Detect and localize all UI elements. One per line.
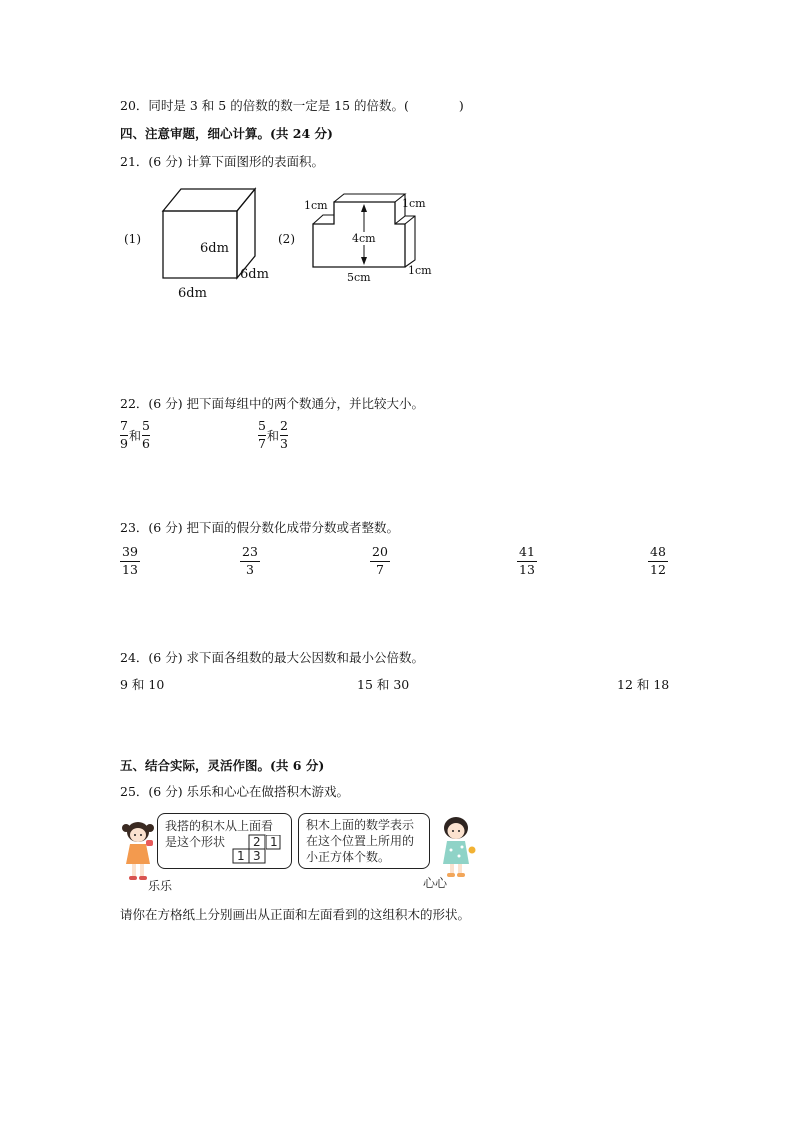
figure-2-label: (2) — [278, 232, 295, 246]
question-25-instruction: 请你在方格纸上分别画出从正面和左面看到的这组积木的形状。 — [120, 907, 471, 922]
section-4-title: 四、注意审题，细心计算。(共 24 分) — [120, 126, 333, 141]
question-25: 25．(6 分) 乐乐和心心在做搭积木游戏。 — [120, 784, 350, 799]
figure-1-label: (1) — [124, 232, 141, 246]
fraction: $\frac{5}{7}$ — [258, 418, 266, 451]
fraction: $\frac{5}{6}$ — [141, 418, 150, 451]
cube-depth-label: 6dm — [240, 267, 269, 282]
bubble-right-line-2: 在这个位置上所用的 — [306, 834, 415, 848]
bubble-left-line-2: 是这个形状 — [165, 835, 226, 849]
grid-cell-top-1: 2 — [253, 835, 261, 849]
grid-cell-bottom-1: 1 — [237, 849, 245, 863]
improper-fraction-3: 20 7 — [372, 544, 388, 577]
lele-name-label: 乐乐 — [148, 879, 173, 893]
question-21: 21．(6 分) 计算下面图形的表面积。 — [120, 154, 325, 169]
question-20: 20．同时是 3 和 5 的倍数的数一定是 15 的倍数。( ) — [120, 98, 464, 113]
number-group-2: 15 和 30 — [357, 677, 410, 692]
cube-height-label: 6dm — [200, 241, 229, 256]
improper-fraction-5: 48 12 — [650, 544, 666, 577]
bubble-right-line-3: 小正方体个数。 — [306, 850, 391, 864]
prism-right-step-label: 1cm — [402, 197, 426, 210]
lele-girl-illustration — [118, 818, 162, 886]
section-5-title: 五、结合实际，灵活作图。(共 6 分) — [120, 758, 325, 773]
question-22: 22．(6 分) 把下面每组中的两个数通分，并比较大小。 — [120, 396, 425, 411]
bubble-left-line-1: 我搭的积木从上面看 — [165, 819, 274, 833]
improper-fraction-4: 41 13 — [519, 544, 535, 577]
prism-height-label: 4cm — [352, 232, 376, 245]
prism-depth-label: 1cm — [408, 264, 432, 277]
prism-left-step-label: 1cm — [304, 199, 328, 212]
xinxin-name-label: 心心 — [423, 876, 448, 890]
bubble-right-line-1: 积木上面的数学表示 — [306, 818, 415, 832]
fraction-pair-2: $\frac{5}{7}$ 和 $\frac{2}{3}$ — [258, 418, 288, 451]
prism-width-label: 5cm — [347, 271, 371, 284]
fraction-pair-1: $\frac{7}{9}$ 和 $\frac{5}{6}$ — [120, 418, 150, 451]
lele-speech-bubble — [157, 813, 292, 869]
grid-cell-top-2: 1 — [270, 835, 278, 849]
xinxin-speech-bubble — [298, 813, 430, 869]
improper-fraction-2: 23 3 — [242, 544, 258, 577]
number-group-1: 9 和 10 — [120, 677, 165, 692]
cube-width-label: 6dm — [178, 286, 207, 301]
question-23: 23．(6 分) 把下面的假分数化成带分数或者整数。 — [120, 520, 400, 535]
number-group-3: 12 和 18 — [617, 677, 670, 692]
improper-fraction-1: 39 13 — [122, 544, 138, 577]
fraction: $\frac{7}{9}$ — [120, 418, 128, 451]
fraction: $\frac{2}{3}$ — [279, 418, 288, 451]
grid-cell-bottom-2: 3 — [253, 849, 261, 863]
question-24: 24．(6 分) 求下面各组数的最大公因数和最小公倍数。 — [120, 650, 425, 665]
xinxin-girl-illustration — [434, 814, 478, 880]
